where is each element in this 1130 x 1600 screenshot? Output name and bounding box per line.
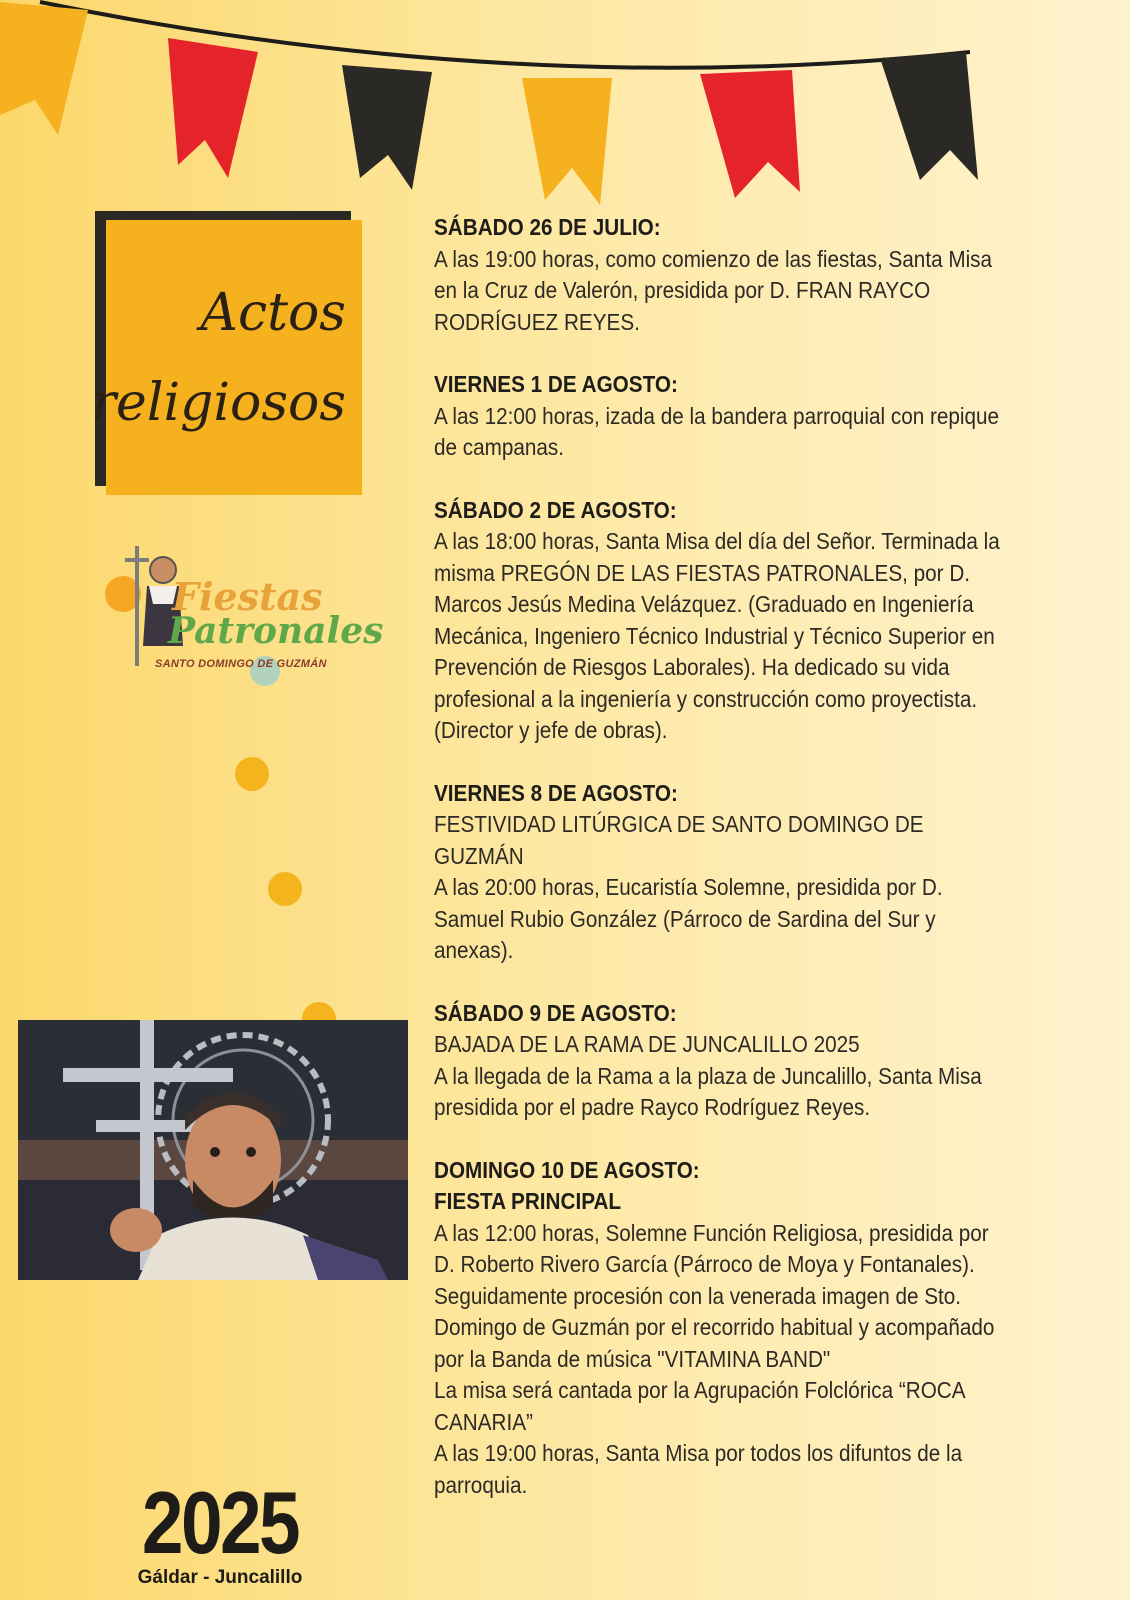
event-item	[434, 998, 1010, 1124]
decorative-dot	[235, 757, 269, 791]
event-date: SÁBADO 2 DE AGOSTO:	[434, 496, 677, 523]
section-title-line1: Actos	[200, 282, 346, 343]
event-item	[434, 1155, 1010, 1502]
event-description: La misa será cantada por la Agrupación Folclórica “ROCA CANARIA”	[434, 1377, 965, 1435]
flag-red	[168, 38, 258, 178]
logo-word-fiestas: Fiestas	[172, 574, 323, 619]
event-item	[434, 495, 1010, 747]
santo-domingo-photo	[18, 1020, 408, 1280]
event-date: SÁBADO 26 DE JULIO:	[434, 214, 661, 240]
section-title-box	[91, 220, 362, 495]
event-description: FESTIVIDAD LITÚRGICA DE SANTO DOMINGO DE GUZMÁN	[434, 811, 924, 869]
event-description: A las 18:00 horas, Santa Misa del día del Señor. Terminada la misma PREGÓN DE LAS FIESTAS PATRONALES, por D. Marcos Jesús Medina Velázquez. (Graduado en Ingeniería Mecánica, Ingeniero Técnico Industrial y Técnico Superior en Prevención de Riesgos Laborales). Ha dedicado su vida profesional a la ingeniería y construcción como proyectista. (Director y jefe de obras).	[434, 528, 1000, 743]
fiestas-logo	[100, 546, 384, 696]
footer-place: Gáldar - Juncalillo	[137, 1567, 303, 1588]
event-item	[434, 369, 1010, 464]
event-description: A las 12:00 horas, Solemne Función Religiosa, presidida por D. Roberto Rivero García (Párroco de Moya y Fontanales). Seguidamente procesión con la venerada imagen de Sto. Domingo de Guzmán por el recorrido habitual y acompañado por la Banda de música "VITAMINA BAND"	[434, 1219, 995, 1372]
flag-black	[880, 52, 978, 180]
event-date: VIERNES 8 DE AGOSTO:	[434, 779, 678, 806]
bunting-flags	[0, 0, 1130, 210]
event-item	[434, 212, 1010, 338]
flag-yellow	[522, 78, 612, 205]
event-date: SÁBADO 9 DE AGOSTO:	[434, 999, 677, 1026]
event-description: BAJADA DE LA RAMA DE JUNCALILLO 2025	[434, 1031, 860, 1057]
flag-yellow	[0, 2, 88, 135]
logo-word-patronales: Patronales	[168, 610, 384, 652]
flag-red	[700, 70, 800, 198]
event-description: A la llegada de la Rama a la plaza de Juncalillo, Santa Misa presidida por el padre Rayco Rodríguez Reyes.	[434, 1062, 982, 1120]
event-description: A las 12:00 horas, izada de la bandera parroquial con repique de campanas.	[434, 402, 1000, 460]
footer-year: 2025	[141, 1473, 299, 1572]
event-description: A las 20:00 horas, Eucaristía Solemne, presidida por D. Samuel Rubio González (Párroco de Sardina del Sur y anexas).	[434, 874, 943, 963]
event-description: A las 19:00 horas, Santa Misa por todos los difuntos de la parroquia.	[434, 1440, 963, 1498]
decorative-dot	[268, 872, 302, 906]
saint-image-icon	[18, 1020, 408, 1280]
flag-black	[342, 65, 432, 190]
event-subtitle: FIESTA PRINCIPAL	[434, 1188, 622, 1214]
event-date: VIERNES 1 DE AGOSTO:	[434, 371, 678, 397]
events-list	[434, 212, 1010, 1532]
event-item	[434, 778, 1010, 967]
event-description: A las 19:00 horas, como comienzo de las fiestas, Santa Misa en la Cruz de Valerón, presidida por D. FRAN RAYCO RODRÍGUEZ REYES.	[434, 245, 993, 335]
event-date: DOMINGO 10 DE AGOSTO:	[434, 1156, 700, 1183]
logo-subtitle: SANTO DOMINGO DE GUZMÁN	[155, 658, 327, 670]
section-title-line2: religiosos	[91, 372, 346, 433]
